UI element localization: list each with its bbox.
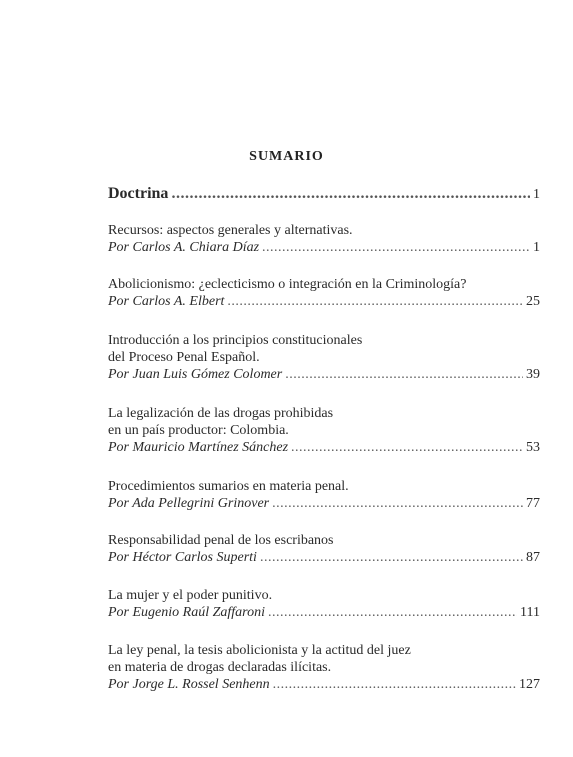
entry-author: Por Eugenio Raúl Zaffaroni <box>108 605 265 620</box>
entry-title: La legalización de las drogas prohibidas <box>108 406 334 421</box>
entry-title: La mujer y el poder punitivo. <box>108 588 273 603</box>
entry-title: en materia de drogas declaradas ilícitas. <box>108 660 332 675</box>
entry-author: Por Carlos A. Elbert <box>108 294 225 309</box>
page-number: 1 <box>533 187 540 202</box>
toc-entry[interactable] <box>108 332 540 383</box>
toc-entry[interactable] <box>108 478 540 512</box>
dot-leader <box>268 604 517 621</box>
dot-leader <box>285 366 523 383</box>
entry-author: Por Carlos A. Chiara Díaz <box>108 240 260 255</box>
toc-entry[interactable] <box>108 222 540 256</box>
entry-author: Por Mauricio Martínez Sánchez <box>108 440 289 455</box>
page-number: 127 <box>519 677 540 692</box>
toc-entry[interactable] <box>108 405 540 456</box>
dot-leader <box>291 439 523 456</box>
entry-title: Abolicionismo: ¿eclecticismo o integración en la Criminología? <box>108 277 467 292</box>
dot-leader <box>227 293 523 310</box>
dot-leader <box>273 676 516 693</box>
page-number: 39 <box>526 367 540 382</box>
page-number: 87 <box>526 550 540 565</box>
dot-leader <box>262 239 530 256</box>
entry-title: La ley penal, la tesis abolicionista y la actitud del juez <box>108 643 411 658</box>
page-number: 1 <box>533 240 540 255</box>
entry-title: del Proceso Penal Español. <box>108 350 260 365</box>
entry-title: Responsabilidad penal de los escribanos <box>108 533 334 548</box>
dot-leader <box>272 495 523 512</box>
toc-entry[interactable] <box>108 532 540 566</box>
page-number: 111 <box>520 605 540 620</box>
entry-author: Por Héctor Carlos Superti <box>108 550 257 565</box>
toc-entry[interactable] <box>108 587 540 621</box>
entry-title: Recursos: aspectos generales y alternativas. <box>108 223 353 238</box>
entry-title: Procedimientos sumarios en materia penal. <box>108 479 349 494</box>
entry-title: en un país productor: Colombia. <box>108 423 289 438</box>
dot-leader <box>171 184 530 204</box>
toc-entry[interactable] <box>108 276 540 310</box>
page-number: 25 <box>526 294 540 309</box>
dot-leader <box>260 549 523 566</box>
entry-author: Por Ada Pellegrini Grinover <box>108 496 270 511</box>
page-number: 77 <box>526 496 540 511</box>
entry-author: Por Juan Luis Gómez Colomer <box>108 367 283 382</box>
entry-author: Por Jorge L. Rossel Senhenn <box>108 677 270 692</box>
page-title: SUMARIO <box>249 149 324 164</box>
toc-section-doctrina[interactable] <box>108 184 540 205</box>
toc-entry[interactable] <box>108 642 540 693</box>
page-number: 53 <box>526 440 540 455</box>
section-label: Doctrina <box>108 185 169 202</box>
entry-title: Introducción a los principios constitucionales <box>108 333 363 348</box>
